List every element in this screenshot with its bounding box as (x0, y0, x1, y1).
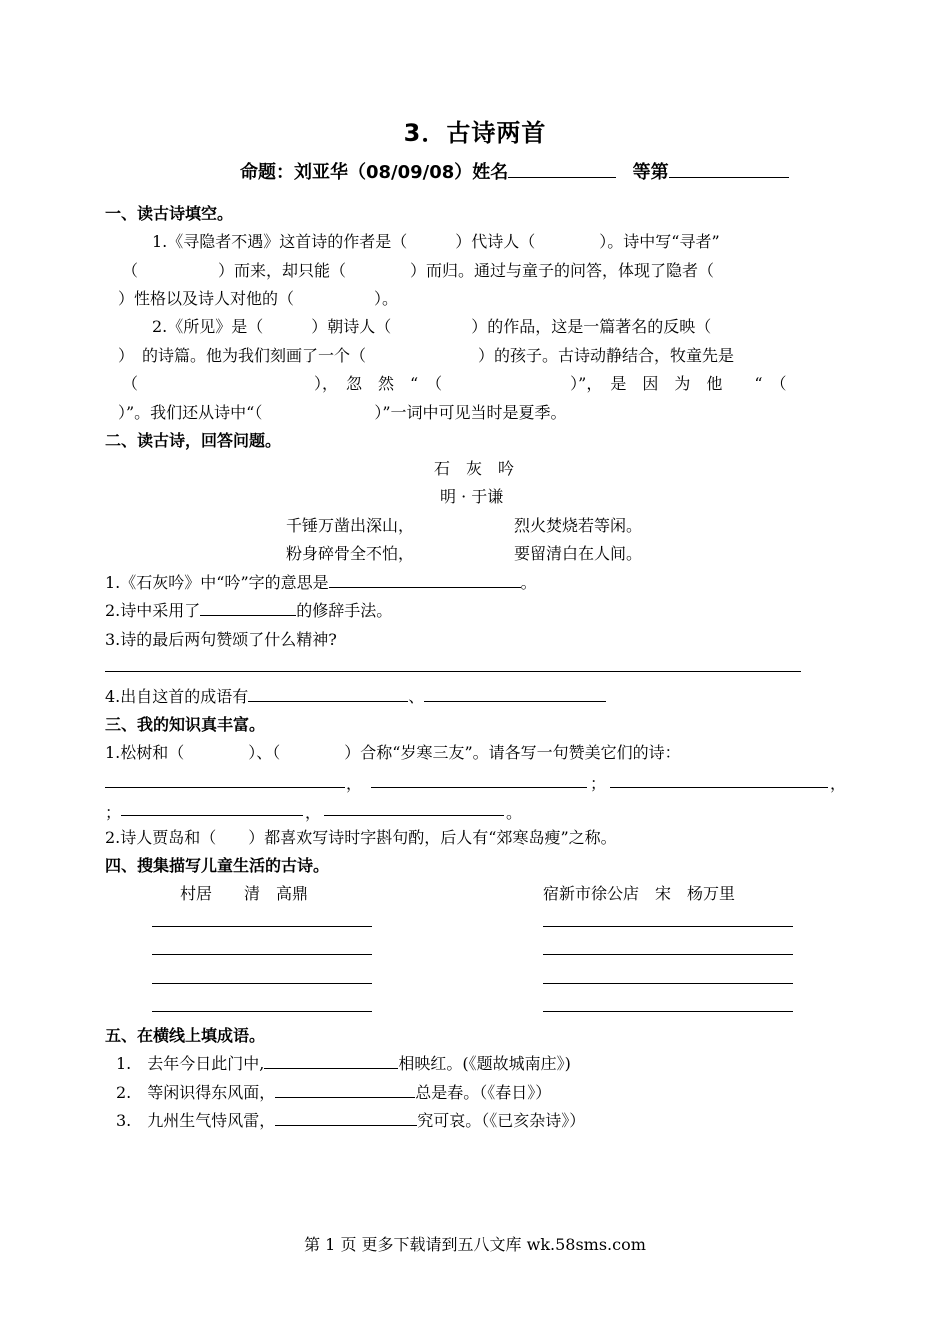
item-pre: 九州生气恃风雷， (147, 1111, 276, 1130)
q4-separator: 、 (408, 687, 425, 706)
item-number: 3. (116, 1111, 132, 1130)
grade-blank[interactable] (669, 159, 789, 178)
poem-author: 明 · 于谦 (440, 487, 504, 506)
q1-blank[interactable] (329, 571, 521, 588)
comma-3: ， (305, 803, 322, 822)
q4-text: 4.出自这首的成语有 (105, 687, 249, 706)
poem-blank-4[interactable] (121, 815, 303, 816)
name-blank[interactable] (508, 159, 616, 178)
poem-title: 石 灰 吟 (434, 459, 515, 478)
poem-1-title: 村居 清 高鼎 (180, 884, 309, 903)
s1-line-4: 2.《所见》是（ ）朝诗人（ ）的作品，这是一篇著名的反映（ (152, 317, 712, 336)
poem-2-line-1[interactable] (543, 926, 793, 927)
s2-question-3: 3.诗的最后两句赞颂了什么精神? (105, 630, 337, 649)
s1-line-2: （ ）而来，却只能（ ）而归。通过与童子的问答，体现了隐者（ (122, 261, 715, 280)
poem-line-1a: 千锤万凿出深山， (286, 516, 415, 535)
section-1-heading: 一、读古诗填空。 (105, 204, 234, 223)
poem-2-title: 宿新市徐公店 宋 杨万里 (543, 884, 736, 903)
s5-item-3 (116, 1108, 585, 1131)
item-post: 相映红。(《题故城南庄》) (398, 1054, 571, 1073)
poem-2-line-3[interactable] (543, 983, 793, 984)
s1-line-1: 1.《寻隐者不遇》这首诗的作者是（ ）代诗人（ ）。诗中写“寻者” (152, 232, 720, 251)
poem-1-line-1[interactable] (152, 926, 372, 927)
idiom-blank-1[interactable] (264, 1052, 398, 1069)
poem-line-2b: 要留清白在人间。 (514, 544, 643, 563)
s3-question-2: 2.诗人贾岛和（ ）都喜欢写诗时字斟句酌，后人有“郊寒岛瘦”之称。 (105, 828, 617, 847)
semicolon-1: ； (590, 774, 607, 793)
s5-item-2 (116, 1080, 551, 1103)
s1-line-6: （ ）， 忽 然 “ （ ）”， 是 因 为 他 “ （ (122, 374, 787, 393)
q1-period: 。 (520, 573, 537, 592)
s1-line-7: ）”。我们还从诗中“（ ）”一词中可见当时是夏季。 (118, 403, 567, 422)
poem-line-1b: 烈火焚烧若等闲。 (514, 516, 643, 535)
q4-blank-1[interactable] (248, 685, 408, 702)
q3-answer-line[interactable] (105, 671, 801, 672)
item-pre: 去年今日此门中, (147, 1054, 265, 1073)
s1-line-3: ）性格以及诗人对他的（ ）。 (118, 289, 399, 308)
page-footer: 第 1 页 更多下载请到五八文库 wk.58sms.com (304, 1235, 646, 1254)
semicolon-2: ； (105, 803, 122, 822)
item-number: 2. (116, 1083, 132, 1102)
item-pre: 等闲识得东风面， (147, 1083, 276, 1102)
s1-line-5: ） 的诗篇。他为我们刻画了一个（ ）的孩子。古诗动静结合，牧童先是 (118, 346, 735, 365)
poem-1-line-3[interactable] (152, 983, 372, 984)
item-number: 1. (116, 1054, 132, 1073)
s3-question-1: 1.松树和（ ）、（ ）合称“岁寒三友”。请各写一句赞美它们的诗： (105, 743, 681, 762)
section-5-heading: 五、在横线上填成语。 (105, 1026, 266, 1045)
final-period: 。 (506, 803, 523, 822)
comma-2: ， (830, 774, 847, 793)
subtitle-line (240, 158, 789, 184)
q2-blank[interactable] (200, 599, 296, 616)
q2-text-end: 的修辞手法。 (296, 601, 393, 620)
poem-2-line-2[interactable] (543, 954, 793, 955)
s5-item-1 (116, 1051, 571, 1074)
poem-1-line-2[interactable] (152, 954, 372, 955)
poem-2-line-4[interactable] (543, 1011, 793, 1012)
item-post: 总是春。（《春日》） (415, 1083, 552, 1102)
q2-text: 2.诗中采用了 (105, 601, 201, 620)
grade-label: 等第 (632, 162, 669, 183)
poem-line-2a: 粉身碎骨全不怕， (286, 544, 415, 563)
poem-blank-1[interactable] (105, 787, 345, 788)
s2-question-1 (105, 570, 537, 593)
poem-1-line-4[interactable] (152, 1011, 372, 1012)
item-post: 究可哀。（《已亥杂诗》） (417, 1111, 586, 1130)
q1-text: 1.《石灰吟》中“吟”字的意思是 (105, 573, 329, 592)
section-2-heading: 二、读古诗，回答问题。 (105, 431, 282, 450)
s2-question-2 (105, 598, 392, 621)
idiom-blank-3[interactable] (275, 1109, 417, 1126)
section-4-heading: 四、搜集描写儿童生活的古诗。 (105, 856, 330, 875)
page-title: 3．古诗两首 (403, 119, 547, 147)
s2-question-4 (105, 684, 606, 707)
idiom-blank-2[interactable] (275, 1081, 415, 1098)
comma-1: ， (346, 774, 363, 793)
author-label: 命题：刘亚华（08/09/08）姓名 (240, 162, 509, 183)
q4-blank-2[interactable] (424, 685, 606, 702)
poem-blank-5[interactable] (324, 815, 504, 816)
section-3-heading: 三、我的知识真丰富。 (105, 715, 266, 734)
poem-blank-3[interactable] (610, 787, 828, 788)
poem-blank-2[interactable] (371, 787, 587, 788)
